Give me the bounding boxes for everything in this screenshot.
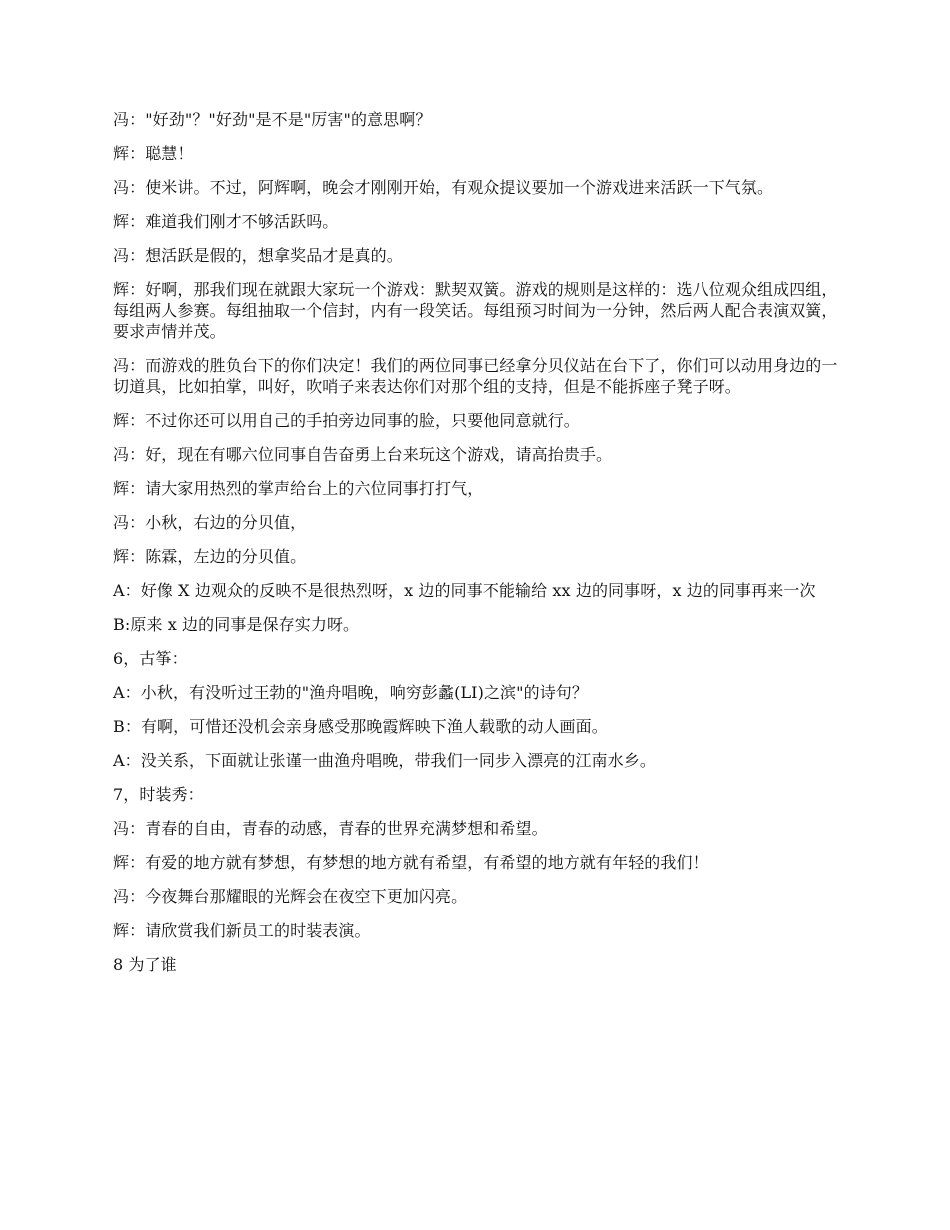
paragraph: 辉：聪慧！ (113, 144, 194, 163)
paragraph: B:原来 x 边的同事是保存实力呀。 (113, 615, 360, 634)
paragraph: 辉：难道我们刚才不够活跃吗。 (113, 212, 339, 231)
paragraph: 辉：好啊，那我们现在就跟大家玩一个游戏：默契双簧。游戏的规则是这样的：选八位观众组成四组，每组两人参赛。每组抽取一个信封，内有一段笑话。每组预习时间为一分钟，然后两人配合表演双簧，要求声情并茂。 (113, 280, 838, 341)
paragraph: 辉：请大家用热烈的掌声给台上的六位同事打打气， (113, 479, 484, 498)
paragraph: 冯：小秋，右边的分贝值， (113, 513, 307, 532)
paragraph: 辉：有爱的地方就有梦想，有梦想的地方就有希望，有希望的地方就有年轻的我们！ (113, 853, 709, 872)
paragraph: 冯：青春的自由，青春的动感，青春的世界充满梦想和希望。 (113, 819, 548, 838)
section-heading: 6，古筝： (113, 649, 188, 668)
document-page (113, 109, 841, 988)
section-heading: 8 为了谁 (113, 955, 177, 974)
paragraph: 辉：不过你还可以用自己的手拍旁边同事的脸，只要他同意就行。 (113, 411, 580, 430)
paragraph: 冯：使米讲。不过，阿辉啊，晚会才刚刚开始，有观众提议要加一个游戏进来活跃一下气氛。 (113, 178, 774, 197)
paragraph: 辉：陈霖，左边的分贝值。 (113, 547, 307, 566)
paragraph: 冯：好，现在有哪六位同事自告奋勇上台来玩这个游戏，请高抬贵手。 (113, 445, 613, 464)
paragraph: 冯：而游戏的胜负台下的你们决定！我们的两位同事已经拿分贝仪站在台下了，你们可以动用身边的一切道具，比如拍掌，叫好，吹哨子来表达你们对那个组的支持，但是不能拆座子凳子呀。 (113, 356, 838, 396)
paragraph: 冯：想活跃是假的，想拿奖品才是真的。 (113, 246, 403, 265)
paragraph: A：好像 X 边观众的反映不是很热烈呀，x 边的同事不能输给 xx 边的同事呀，x 边的同事再来一次 (113, 581, 816, 600)
paragraph: 冯："好劲"？"好劲"是不是"厉害"的意思啊？ (113, 110, 432, 129)
paragraph: A：没关系，下面就让张谨一曲渔舟唱晚，带我们一同步入漂亮的江南水乡。 (113, 751, 656, 770)
paragraph: 辉：请欣赏我们新员工的时装表演。 (113, 921, 371, 940)
paragraph: B：有啊，可惜还没机会亲身感受那晚霞辉映下渔人载歌的动人画面。 (113, 717, 608, 736)
paragraph: A：小秋，有没听过王勃的"渔舟唱晚，响穷彭蠡(LI)之滨"的诗句？ (113, 683, 589, 702)
section-heading: 7，时装秀： (113, 785, 204, 804)
paragraph: 冯：今夜舞台那耀眼的光辉会在夜空下更加闪亮。 (113, 887, 468, 906)
